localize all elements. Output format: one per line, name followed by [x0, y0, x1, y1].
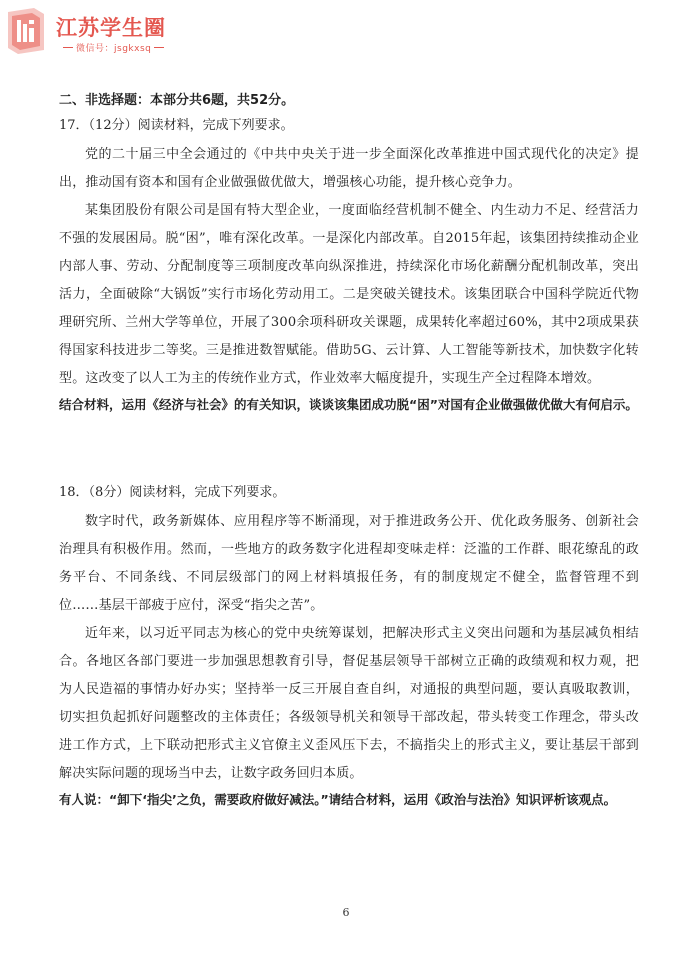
brand-subtitle	[60, 41, 167, 54]
jss-logo-icon	[4, 6, 48, 56]
header-watermark	[4, 6, 204, 58]
question-18-task: 有人说：“卸下‘指尖’之负，需要政府做好减法。”请结合材料，运用《政治与法治》知识评析该观点。	[59, 792, 617, 807]
question-17-heading: 17．（12分）阅读材料，完成下列要求。	[59, 118, 294, 133]
question-18-heading: 18．（8分）阅读材料，完成下列要求。	[59, 485, 286, 500]
question-17-material-2: 某集团股份有限公司是国有特大型企业，一度面临经营机制不健全、内生动力不足、经营活力不强的发展困局。脱“困”，唯有深化改革。一是深化内部改革。自2015年起，该集团持续推动企业内部人事、劳动、分配制度等三项制度改革向纵深推进，持续深化市场化薪酬分配机制改革，突出活力，全面破除“大锅饭”实行市场化劳动用工。二是突破关键技术。该集团联合中国科学院近代物理研究所、兰州大学等单位，开展了300余项科研攻关课题，成果转化率超过60%，其中2项成果获得国家科技进步二等奖。三是推进数智赋能。借助5G、云计算、人工智能等新技术，加快数字化转型。这改变了以人工为主的传统作业方式，作业效率大幅度提升，实现生产全过程降本增效。	[59, 203, 639, 386]
brand-wechat-id: 微信号：jsgkxsq	[76, 44, 152, 54]
section-heading: 二、非选择题：本部分共6题，共52分。	[59, 93, 295, 108]
exam-page-content	[59, 90, 639, 812]
question-18	[59, 482, 639, 812]
question-18-material-2: 近年来，以习近平同志为核心的党中央统筹谋划，把解决形式主义突出问题和为基层减负相结合。各地区各部门要进一步加强思想教育引导，督促基层领导干部树立正确的政绩观和权力观，把为人民造福的事情办好办实；坚持举一反三开展自查自纠，对通报的典型问题，要认真吸取教训，切实担负起抓好问题整改的主体责任；各级领导机关和领导干部改起，带头转变工作理念，带头改进工作方式，上下联动把形式主义官僚主义歪风压下去，不搞指尖上的形式主义，要让基层干部到解决实际问题的现场当中去，让数字政务回归本质。	[59, 626, 639, 781]
brand-name: 江苏学生圈	[56, 16, 166, 40]
answer-space	[59, 417, 639, 482]
page-number: 6	[342, 906, 350, 919]
question-17-material-1: 党的二十届三中全会通过的《中共中央关于进一步全面深化改革推进中国式现代化的决定》提出，推动国有资本和国有企业做强做优做大，增强核心功能，提升核心竞争力。	[59, 147, 639, 190]
question-18-material-1: 数字时代，政务新媒体、应用程序等不断涌现，对于推进政务公开、优化政务服务、创新社会治理具有积极作用。然而，一些地方的政务数字化进程却变味走样：泛滥的工作群、眼花缭乱的政务平台、不同条线、不同层级部门的网上材料填报任务，有的制度规定不健全，监督管理不到位……基层干部疲于应付，深受“指尖之苦”。	[59, 514, 639, 613]
question-17	[59, 115, 639, 417]
question-17-task: 结合材料，运用《经济与社会》的有关知识，谈谈该集团成功脱“困”对国有企业做强做优做大有何启示。	[59, 397, 638, 412]
